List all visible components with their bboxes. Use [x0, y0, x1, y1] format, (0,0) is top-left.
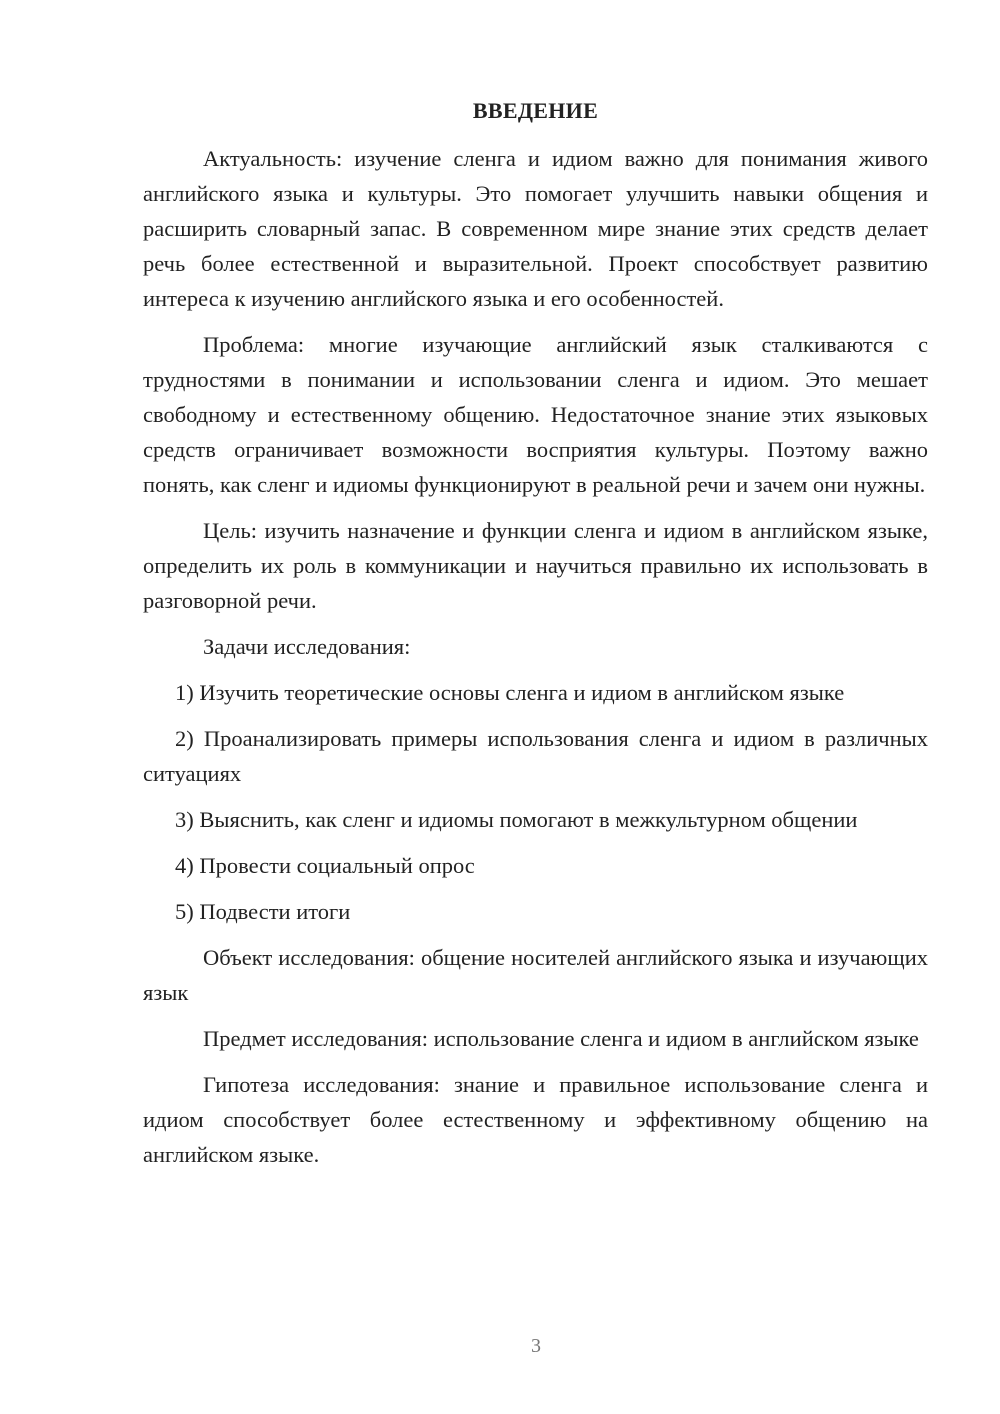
hypothesis-paragraph: Гипотеза исследования: знание и правильное использование сленга и идиом способствует более естественному и эффективному общению на английском языке. [143, 1072, 928, 1167]
task-item-3: 3) Выяснить, как сленг и идиомы помогают в межкультурном общении [175, 807, 858, 832]
document-body [143, 141, 928, 1183]
relevance-paragraph: Актуальность: изучение сленга и идиом важно для понимания живого английского языка и культуры. Это помогает улучшить навыки общения и расширить словарный запас. В современном мире знание этих средств делает речь более естественной и выразительной. Проект способствует развитию интереса к изучению английского языка и его особенностей. [143, 146, 928, 311]
tasks-heading: Задачи исследования: [203, 634, 411, 659]
task-item-5: 5) Подвести итоги [175, 899, 351, 924]
problem-paragraph: Проблема: многие изучающие английский язык сталкиваются с трудностями в понимании и использовании сленга и идиом. Это мешает свободному и естественному общению. Недостаточное знание этих языковых средств ограничивает возможности восприятия культуры. Поэтому важно понять, как сленг и идиомы функционируют в реальной речи и зачем они нужны. [143, 332, 928, 497]
subject-paragraph: Предмет исследования: использование сленга и идиом в английском языке [203, 1026, 919, 1051]
page-number: 3 [531, 1335, 541, 1357]
task-item-2: 2) Проанализировать примеры использования сленга и идиом в различных ситуациях [143, 726, 928, 786]
goal-paragraph: Цель: изучить назначение и функции сленга и идиом в английском языке, определить их роль в коммуникации и научиться правильно их использовать в разговорной речи. [143, 518, 928, 613]
tasks-list [143, 675, 928, 929]
task-item-4: 4) Провести социальный опрос [175, 853, 475, 878]
page-title: ВВЕДЕНИЕ [472, 98, 599, 123]
task-item-1: 1) Изучить теоретические основы сленга и идиом в английском языке [175, 680, 845, 705]
object-paragraph: Объект исследования: общение носителей английского языка и изучающих язык [143, 945, 928, 1005]
